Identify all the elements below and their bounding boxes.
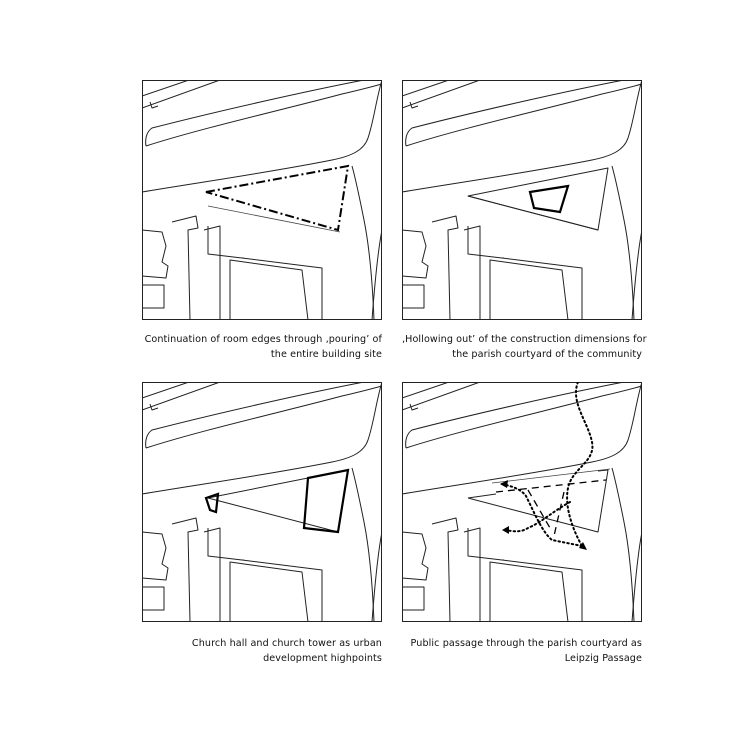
site-plan-diagram (402, 382, 642, 622)
diagram-panel-hollowing (402, 80, 642, 320)
diagram-panel-highpoints (142, 382, 382, 622)
caption-hollowing (402, 332, 647, 362)
caption-line: Continuation of room edges through ‚pouring’ of (144, 334, 382, 345)
caption-line: the entire building site (270, 349, 382, 360)
caption-line: Leipzig Passage (564, 653, 642, 664)
caption-line: development highpoints (263, 653, 382, 664)
caption-passage (402, 636, 642, 666)
courtyard-dashed-outline (496, 480, 606, 536)
diagram-panel-passage (402, 382, 642, 622)
caption-highpoints (142, 636, 382, 666)
caption-line: the parish courtyard of the community (452, 349, 642, 360)
courtyard-void (530, 186, 568, 212)
site-plan-diagram (142, 80, 382, 320)
building-site-outline (206, 166, 348, 232)
public-passage-route (500, 382, 592, 550)
site-plan-diagram (402, 80, 642, 320)
caption-line: Public passage through the parish courtyard as (410, 638, 642, 649)
caption-pouring (142, 332, 382, 362)
caption-line: ‚Hollowing out’ of the construction dimensions for (402, 334, 647, 345)
church-hall (304, 470, 348, 532)
caption-line: Church hall and church tower as urban (191, 638, 382, 649)
diagram-panel-pouring (142, 80, 382, 320)
site-plan-diagram (142, 382, 382, 622)
